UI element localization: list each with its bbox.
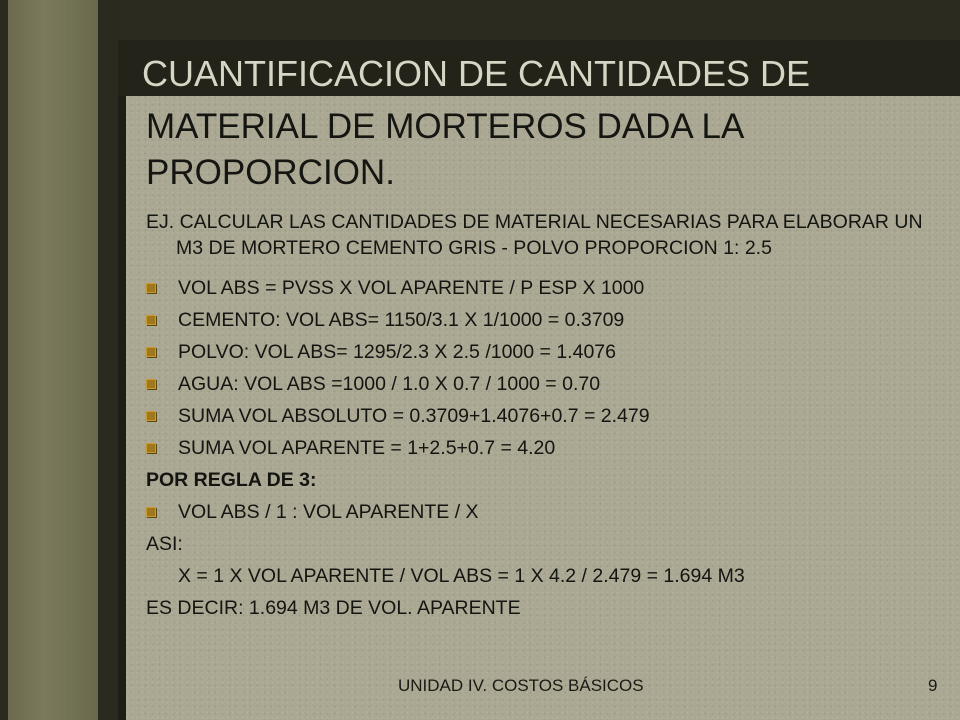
- square-bullet-icon: [146, 443, 156, 453]
- bullet-item: [146, 371, 936, 403]
- formula-line: X = 1 X VOL APARENTE / VOL ABS = 1 X 4.2 / 2.479 = 1.694 M3: [178, 565, 745, 587]
- top-dark-band: [118, 0, 960, 40]
- bullet-text: VOL ABS = PVSS X VOL APARENTE / P ESP X 1000: [178, 277, 645, 299]
- square-bullet-icon: [146, 507, 156, 517]
- square-bullet-icon: [146, 411, 156, 421]
- asi-label: ASI:: [146, 533, 183, 555]
- bullet-text: SUMA VOL ABSOLUTO = 0.3709+1.4076+0.7 = 2.479: [178, 405, 650, 427]
- slide-shadow: [118, 40, 126, 720]
- bullet-item: [146, 403, 936, 435]
- title-overflow-text: CUANTIFICACION DE CANTIDADES DE: [142, 53, 811, 94]
- square-bullet-icon: [146, 379, 156, 389]
- bullet-text: SUMA VOL APARENTE = 1+2.5+0.7 = 4.20: [178, 437, 556, 459]
- bullet-item: [146, 339, 936, 371]
- bullet-item: [146, 499, 936, 531]
- slide-content: [146, 209, 936, 627]
- intro-paragraph: EJ. CALCULAR LAS CANTIDADES DE MATERIAL NECESARIAS PARA ELABORAR UN M3 DE MORTERO CEMENTO GRIS - POLVO PROPORCION 1: 2.5: [146, 211, 923, 259]
- square-bullet-icon: [146, 283, 156, 293]
- footer-text: UNIDAD IV. COSTOS BÁSICOS: [398, 676, 644, 695]
- conclusion-line: ES DECIR: 1.694 M3 DE VOL. APARENTE: [146, 597, 521, 619]
- slide-title: MATERIAL DE MORTEROS DADA LA PROPORCION.: [146, 107, 743, 192]
- bullet-text: VOL ABS / 1 : VOL APARENTE / X: [178, 501, 479, 523]
- page-number: 9: [928, 676, 938, 695]
- bullet-item: [146, 435, 936, 467]
- bullet-item: [146, 307, 936, 339]
- regla-heading: POR REGLA DE 3:: [146, 469, 317, 491]
- square-bullet-icon: [146, 347, 156, 357]
- bullet-text: POLVO: VOL ABS= 1295/2.3 X 2.5 /1000 = 1.4076: [178, 341, 616, 363]
- bullet-text: CEMENTO: VOL ABS= 1150/3.1 X 1/1000 = 0.3709: [178, 309, 625, 331]
- bullet-item: [146, 275, 936, 307]
- square-bullet-icon: [146, 315, 156, 325]
- bullet-text: AGUA: VOL ABS =1000 / 1.0 X 0.7 / 1000 = 0.70: [178, 373, 601, 395]
- left-olive-bar: [8, 0, 98, 720]
